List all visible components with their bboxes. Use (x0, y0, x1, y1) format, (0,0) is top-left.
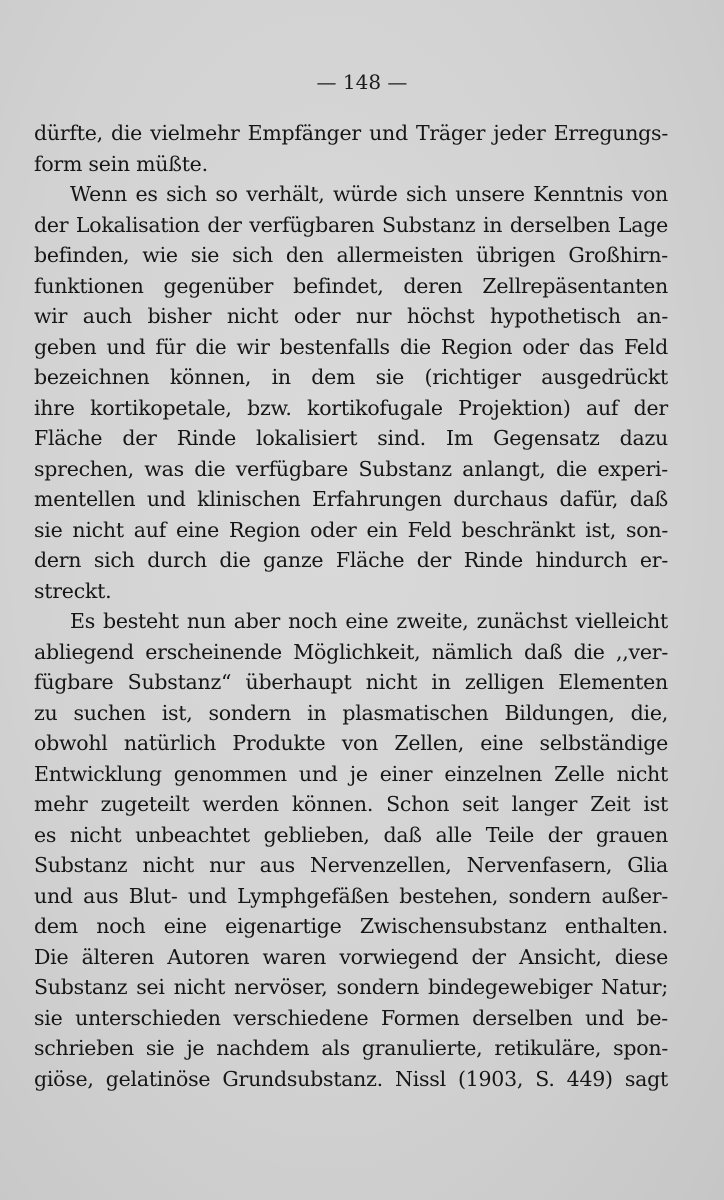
body-text (34, 118, 668, 1094)
text-line: Substanz nicht nur aus Nervenzellen, Nervenfasern, Glia (34, 853, 668, 877)
text-line: dem noch eine eigenartige Zwischensubstanz enthalten. (34, 914, 668, 938)
text-line: es nicht unbeachtet geblieben, daß alle Teile der grauen (34, 822, 668, 847)
text-line: bezeichnen können, in dem sie (richtiger ausgedrückt (34, 365, 668, 389)
text-line: der Lokalisation der verfügbaren Substanz in derselben Lage (34, 212, 668, 237)
text-line: Es besteht nun aber noch eine zweite, zunächst vielleicht (70, 609, 668, 633)
text-line: befinden, wie sie sich den allermeisten übrigen Großhirn- (34, 243, 668, 267)
text-line: geben und für die wir bestenfalls die Region oder das Feld (34, 334, 668, 359)
text-line: streckt. (34, 578, 112, 603)
text-line: form sein müßte. (34, 151, 208, 176)
text-line: wir auch bisher nicht oder nur höchst hypothetisch an- (34, 304, 668, 328)
text-line: Wenn es sich so verhält, würde sich unsere Kenntnis von (70, 182, 668, 206)
text-line: Substanz sei nicht nervöser, sondern bindegewebiger Natur; (34, 975, 668, 999)
text-line: sie unterschieden verschiedene Formen derselben und be- (34, 1005, 668, 1030)
text-line: schrieben sie je nachdem als granulierte, retikuläre, spon- (34, 1036, 668, 1060)
text-line: zu suchen ist, sondern in plasmatischen Bildungen, die, (34, 700, 668, 725)
text-line: ihre kortikopetale, bzw. kortikofugale Projektion) auf der (34, 395, 668, 420)
text-line: sie nicht auf eine Region oder ein Feld beschränkt ist, son- (34, 517, 668, 542)
text-line: obwohl natürlich Produkte von Zellen, eine selbständige (34, 731, 668, 755)
text-line: sprechen, was die verfügbare Substanz anlangt, die experi- (34, 456, 668, 481)
text-line: mehr zugeteilt werden können. Schon seit langer Zeit ist (34, 792, 668, 816)
text-line: abliegend erscheinende Möglichkeit, nämlich daß die ,,ver- (34, 639, 668, 664)
text-line: dern sich durch die ganze Fläche der Rinde hindurch er- (34, 548, 668, 572)
text-line: dürfte, die vielmehr Empfänger und Träger jeder Erregungs- (34, 121, 668, 145)
text-line: funktionen gegenüber befindet, deren Zellrepäsentanten (34, 273, 668, 298)
page-number: — 148 — (316, 70, 408, 94)
text-line: Die älteren Autoren waren vorwiegend der Ansicht, diese (34, 944, 668, 969)
text-line: Fläche der Rinde lokalisiert sind. Im Gegensatz dazu (34, 426, 668, 450)
text-line: und aus Blut- und Lymphgefäßen bestehen, sondern außer- (34, 883, 668, 908)
text-line: giöse, gelatinöse Grundsubstanz. Nissl (1903, S. 449) sagt (34, 1066, 668, 1091)
text-line: Entwicklung genommen und je einer einzelnen Zelle nicht (34, 761, 668, 786)
text-line: mentellen und klinischen Erfahrungen durchaus dafür, daß (34, 487, 668, 511)
text-line: fügbare Substanz“ überhaupt nicht in zelligen Elementen (34, 670, 668, 694)
